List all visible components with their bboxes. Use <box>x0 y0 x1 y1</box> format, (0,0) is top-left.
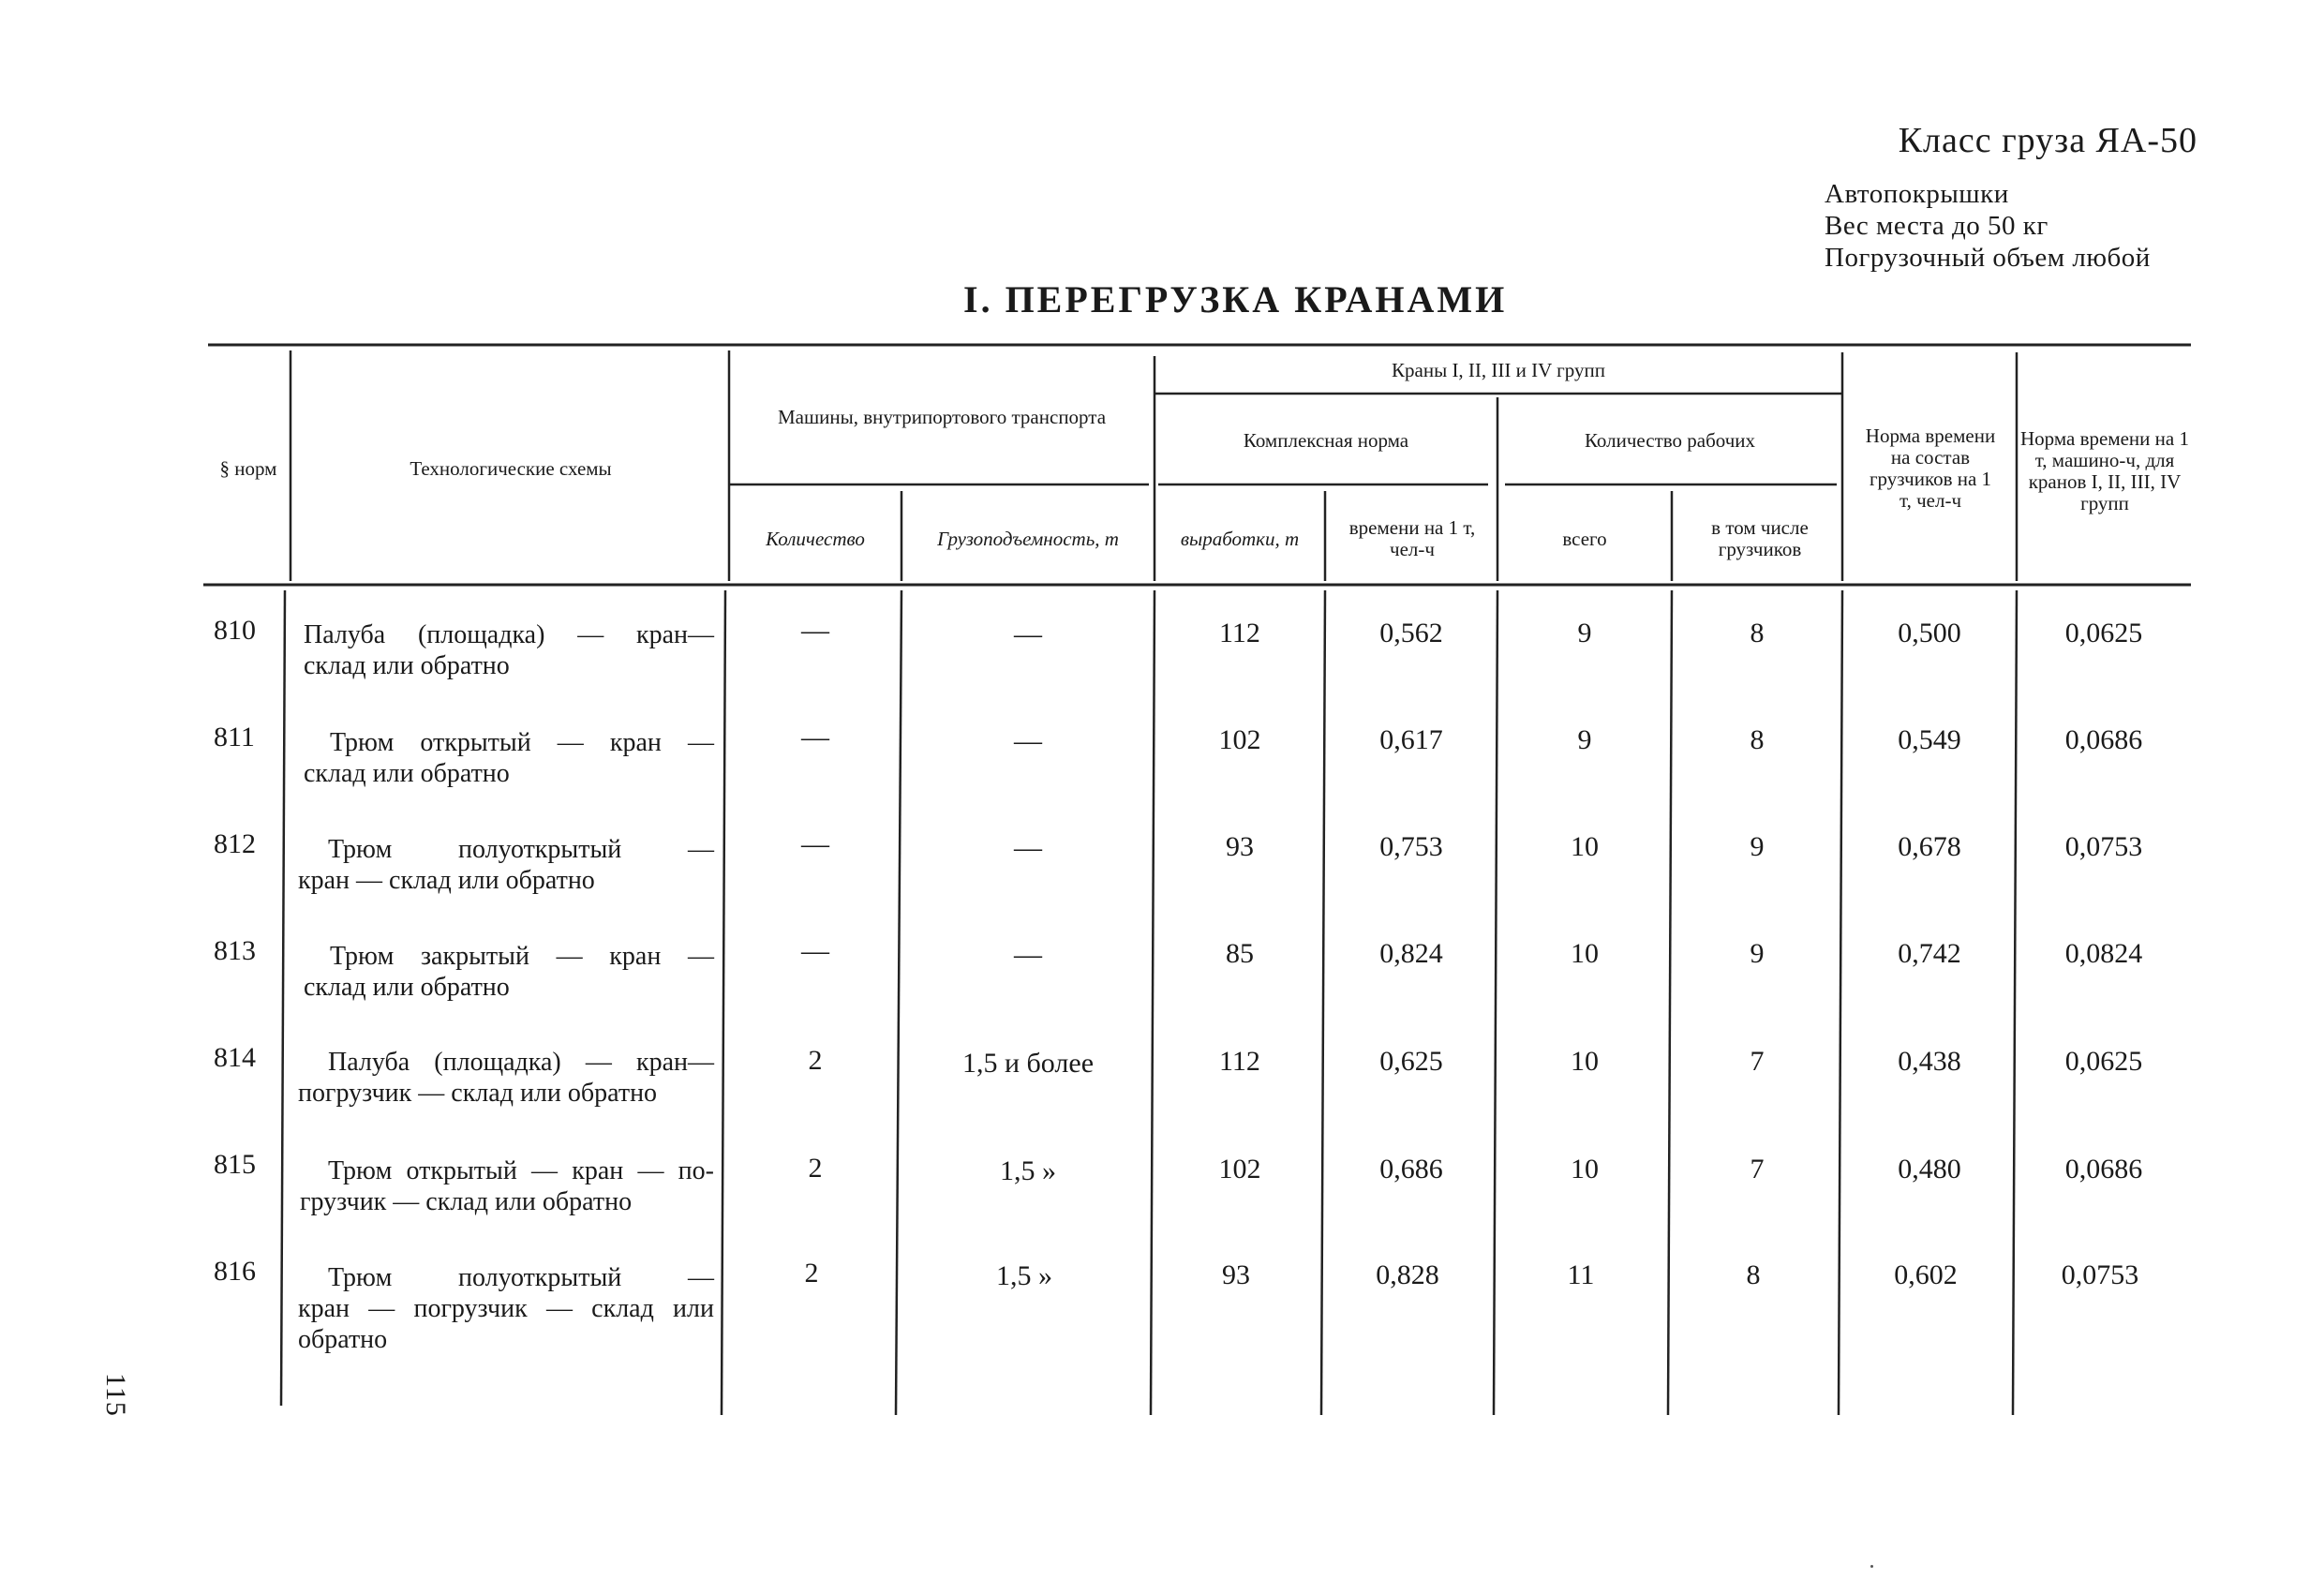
scheme-line: Трюм открытый — кран — <box>330 728 714 757</box>
col-header-capacity: Грузоподъемность, т <box>937 527 1119 550</box>
row-loader-norm: 0,480 <box>1898 1154 1961 1184</box>
row-loader-norm: 0,602 <box>1894 1259 1958 1290</box>
scheme-line: обратно <box>298 1325 388 1354</box>
col-header-machines: Машины, внутрипортового транспорта <box>777 405 1107 428</box>
row-quantity: — <box>801 615 829 646</box>
cargo-name: Автопокрышки <box>1825 179 2009 209</box>
col-header-output: выработки, т <box>1180 527 1300 550</box>
row-workers-total: 10 <box>1571 938 1599 969</box>
row-scheme <box>304 941 714 1003</box>
scheme-line: погрузчик — склад или обратно <box>298 1079 658 1108</box>
row-time: 0,562 <box>1379 618 1443 648</box>
scheme-line: Трюм открытый — кран — по- <box>328 1156 714 1185</box>
row-workers-loaders: 7 <box>1750 1154 1765 1184</box>
row-time: 0,828 <box>1376 1259 1439 1290</box>
scheme-line: Палуба (площадка) — кран— <box>304 620 714 649</box>
row-norm-number: 811 <box>214 722 255 752</box>
row-workers-total: 10 <box>1571 1046 1599 1077</box>
row-norm-number: 813 <box>214 935 256 966</box>
row-workers-total: 9 <box>1577 724 1592 755</box>
row-output: 93 <box>1222 1259 1250 1290</box>
col-header-machine-time: Норма времени на 1 т, машино-ч, для кранов I, II, III, IV групп <box>2020 427 2189 514</box>
row-machine-norm: 0,0753 <box>2061 1259 2139 1290</box>
row-capacity: 1,5 » <box>996 1260 1052 1291</box>
row-time: 0,617 <box>1379 724 1443 755</box>
row-scheme <box>304 727 714 789</box>
row-quantity: 2 <box>804 1258 819 1289</box>
scheme-line: склад или обратно <box>304 759 510 788</box>
page-number: 115 <box>100 1373 131 1417</box>
row-scheme <box>298 1262 714 1355</box>
row-loader-norm: 0,742 <box>1898 938 1961 969</box>
row-workers-loaders: 7 <box>1750 1046 1765 1077</box>
cargo-volume: Погрузочный объем любой <box>1825 243 2151 273</box>
col-header-norm: § норм <box>219 456 277 480</box>
row-norm-number: 815 <box>214 1149 256 1180</box>
row-output: 85 <box>1226 938 1254 969</box>
scheme-line: кран — погрузчик — склад или <box>298 1294 714 1323</box>
scheme-line: Палуба (площадка) — кран— <box>328 1048 714 1077</box>
col-header-time-per-t: времени на 1 т, чел-ч <box>1348 516 1476 560</box>
row-quantity: — <box>801 935 829 966</box>
row-machine-norm: 0,0686 <box>2064 1154 2143 1184</box>
col-header-cranes: Краны I, II, III и IV групп <box>1392 358 1605 381</box>
col-header-complex-norm: Комплексная норма <box>1243 428 1409 452</box>
row-loader-norm: 0,549 <box>1898 724 1961 755</box>
row-machine-norm: 0,0625 <box>2064 1046 2143 1077</box>
row-workers-loaders: 9 <box>1750 938 1765 969</box>
row-norm-number: 810 <box>214 615 256 646</box>
row-scheme <box>298 834 714 896</box>
scheme-line: кран — склад или обратно <box>298 866 595 895</box>
row-output: 93 <box>1226 831 1254 862</box>
row-capacity: 1,5 и более <box>961 1048 1095 1079</box>
col-header-total: всего <box>1562 527 1607 550</box>
row-scheme <box>304 619 714 681</box>
row-time: 0,625 <box>1379 1046 1443 1077</box>
scheme-line: грузчик — склад или обратно <box>300 1187 633 1216</box>
col-header-loader-time: Норма времени на состав грузчиков на 1 т, чел-ч <box>1865 425 1996 512</box>
scan-speck <box>1870 1565 1873 1568</box>
row-loader-norm: 0,678 <box>1898 831 1961 862</box>
row-workers-loaders: 8 <box>1746 1259 1761 1290</box>
row-loader-norm: 0,438 <box>1898 1046 1961 1077</box>
scheme-line: Трюм полуоткрытый — <box>328 1263 714 1292</box>
col-header-loaders: в том числе грузчиков <box>1711 516 1809 560</box>
row-output: 102 <box>1218 1154 1261 1184</box>
row-capacity: 1,5 » <box>1000 1155 1056 1186</box>
row-machine-norm: 0,0625 <box>2064 618 2143 648</box>
row-loader-norm: 0,500 <box>1898 618 1961 648</box>
col-header-schemes: Технологические схемы <box>410 456 612 480</box>
row-workers-total: 10 <box>1571 831 1599 862</box>
row-quantity: — <box>801 722 829 752</box>
row-workers-loaders: 9 <box>1750 831 1765 862</box>
row-capacity: — <box>1014 832 1042 863</box>
row-output: 112 <box>1219 1046 1260 1077</box>
row-machine-norm: 0,0824 <box>2064 938 2143 969</box>
row-norm-number: 814 <box>214 1042 256 1073</box>
row-workers-loaders: 8 <box>1750 618 1765 648</box>
row-scheme <box>300 1155 714 1217</box>
row-capacity: — <box>1014 939 1042 970</box>
col-header-workers: Количество рабочих <box>1584 428 1756 452</box>
row-workers-total: 11 <box>1567 1259 1595 1290</box>
row-capacity: — <box>1014 725 1042 756</box>
row-output: 102 <box>1218 724 1261 755</box>
col-header-quantity: Количество <box>766 527 865 550</box>
row-quantity: 2 <box>808 1153 823 1184</box>
scheme-line: Трюм закрытый — кран — <box>330 942 714 971</box>
row-capacity: — <box>1014 618 1042 649</box>
row-workers-total: 10 <box>1571 1154 1599 1184</box>
scheme-line: склад или обратно <box>304 651 510 680</box>
row-machine-norm: 0,0686 <box>2064 724 2143 755</box>
row-workers-total: 9 <box>1577 618 1592 648</box>
row-norm-number: 816 <box>214 1256 256 1287</box>
scheme-line: склад или обратно <box>304 973 510 1002</box>
scheme-line: Трюм полуоткрытый — <box>328 835 714 864</box>
row-time: 0,824 <box>1379 938 1443 969</box>
row-machine-norm: 0,0753 <box>2064 831 2143 862</box>
row-time: 0,686 <box>1379 1154 1443 1184</box>
row-quantity: — <box>801 828 829 859</box>
section-title: I. ПЕРЕГРУЗКА КРАНАМИ <box>963 278 1508 320</box>
cargo-weight: Вес места до 50 кг <box>1825 211 2048 241</box>
row-norm-number: 812 <box>214 828 256 859</box>
row-quantity: 2 <box>808 1045 823 1076</box>
row-workers-loaders: 8 <box>1750 724 1765 755</box>
row-scheme <box>298 1047 714 1109</box>
cargo-class-title: Класс груза ЯА-50 <box>1898 121 2197 160</box>
row-time: 0,753 <box>1379 831 1443 862</box>
row-output: 112 <box>1219 618 1260 648</box>
